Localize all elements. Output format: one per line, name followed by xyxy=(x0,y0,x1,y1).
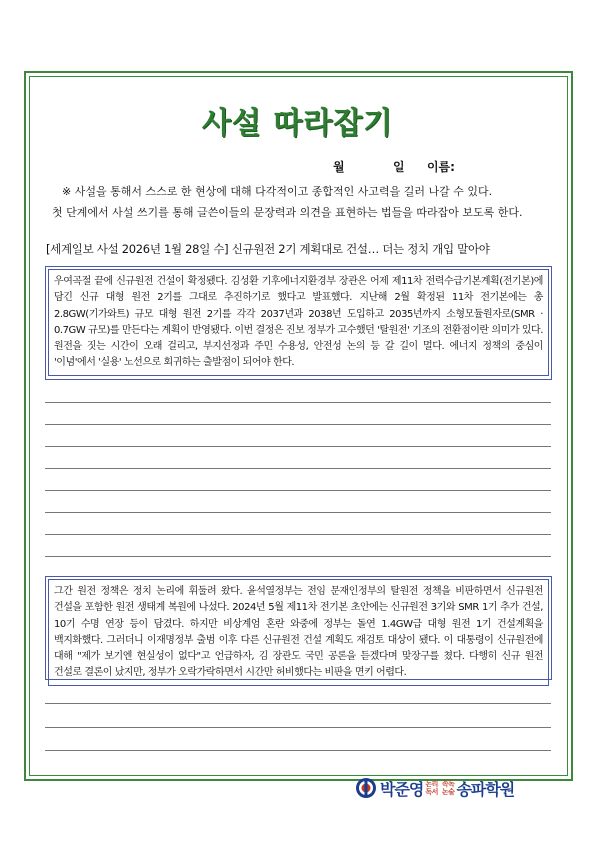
article-text-2: 그간 원전 정책은 정치 논리에 휘둘려 왔다. 윤석열정부는 전임 문재인정부의 탈원전 정책을 비판하면서 신규원전 건설을 포함한 원전 생태계 복원에 나섰다. 2024년 5월 제11차 전기본 초안에는 신규원전 3기와 SMR 1기 추가 건설, 10기 수명 연장 등이 담겼다. 하지만 비상계엄 혼란 와중에 정부는 돌연 1.4GW급 대형 원전 1기 건설계획을 백지화했다. 그러더니 이재명정부 출범 이후 다른 신규원전 건설 계획도 재검토 대상이 됐다. 이 대통령이 신규원전에 대해 "제가 보기엔 현실성이 없다"고 언급하자, 김 장관도 국민 공론을 듣겠다며 맞장구를 쳤다. 다행히 신규 원전 건설로 결론이 났지만, 정부가 오락가락하면서 시간만 허비했다는 비판을 면키 어렵다. xyxy=(48,579,549,686)
brand-academy: 송파학원 xyxy=(456,779,515,799)
day-label: 일 xyxy=(392,160,405,174)
article-text-1: 우여곡절 끝에 신규원전 건설이 확정됐다. 김성환 기후에너지환경부 장관은 어제 제11차 전력수급기본계획(전기본)에 담긴 신규 대형 원전 2기를 그대로 추진하기로 했다고 발표했다. 지난해 2월 확정된 11차 전기본에는 총 2.8GW(기가와트) 규모 대형 원전 2기를 각각 2037년과 2038년 도입하고 2035년까지 소형모듈원자로(SMR · 0.7GW 규모)를 만든다는 계획이 반영됐다. 이번 결정은 진보 정부가 고수했던 '탈원전' 기조의 전환점이란 의미가 있다. 원전을 짓는 시간이 오래 걸리고, 부지선정과 주민 수용성, 안전성 논의 등 갈 길이 멀다. 에너지 정책의 중심이 '이념'에서 '실용' 노선으로 회귀하는 출발점이 되어야 한다. xyxy=(48,269,549,376)
brand-subjects-1: 논리 독서 xyxy=(425,780,438,796)
writing-line[interactable] xyxy=(45,534,551,535)
page-title: 사설 따라잡기 xyxy=(201,106,394,141)
brand-name: 박준영 xyxy=(380,779,424,799)
article-box-1 xyxy=(45,266,552,380)
month-label: 월 xyxy=(333,160,345,174)
article-box-2 xyxy=(45,576,552,680)
writing-line[interactable] xyxy=(45,468,551,469)
article-headline: [세계일보 사설 2026년 1월 28일 수] 신규원전 2기 계획대로 건설… 더는 정치 개입 말아야 xyxy=(46,242,490,256)
intro-line-1: ※ 사설을 통해서 스스로 한 현상에 대해 다각적이고 종합적인 사고력을 길러 나갈 수 있다. xyxy=(62,185,493,198)
writing-line[interactable] xyxy=(45,556,551,557)
writing-line[interactable] xyxy=(45,490,551,491)
writing-line[interactable] xyxy=(45,424,551,425)
writing-line[interactable] xyxy=(45,446,551,447)
footer-logo xyxy=(355,773,514,803)
date-name-line xyxy=(333,158,455,175)
writing-line[interactable] xyxy=(45,703,551,704)
name-label: 이름: xyxy=(426,160,455,174)
writing-line[interactable] xyxy=(45,512,551,513)
writing-line[interactable] xyxy=(45,727,551,728)
writing-line[interactable] xyxy=(45,750,551,751)
intro-line-2: 첫 단계에서 사설 쓰기를 통해 글쓴이들의 문장력과 의견을 표현하는 법들을 따라잡아 보도록 한다. xyxy=(52,206,523,219)
writing-line[interactable] xyxy=(45,402,551,403)
academy-seal-icon xyxy=(355,777,377,799)
brand-subjects-2: 속독 논술 xyxy=(441,780,455,796)
